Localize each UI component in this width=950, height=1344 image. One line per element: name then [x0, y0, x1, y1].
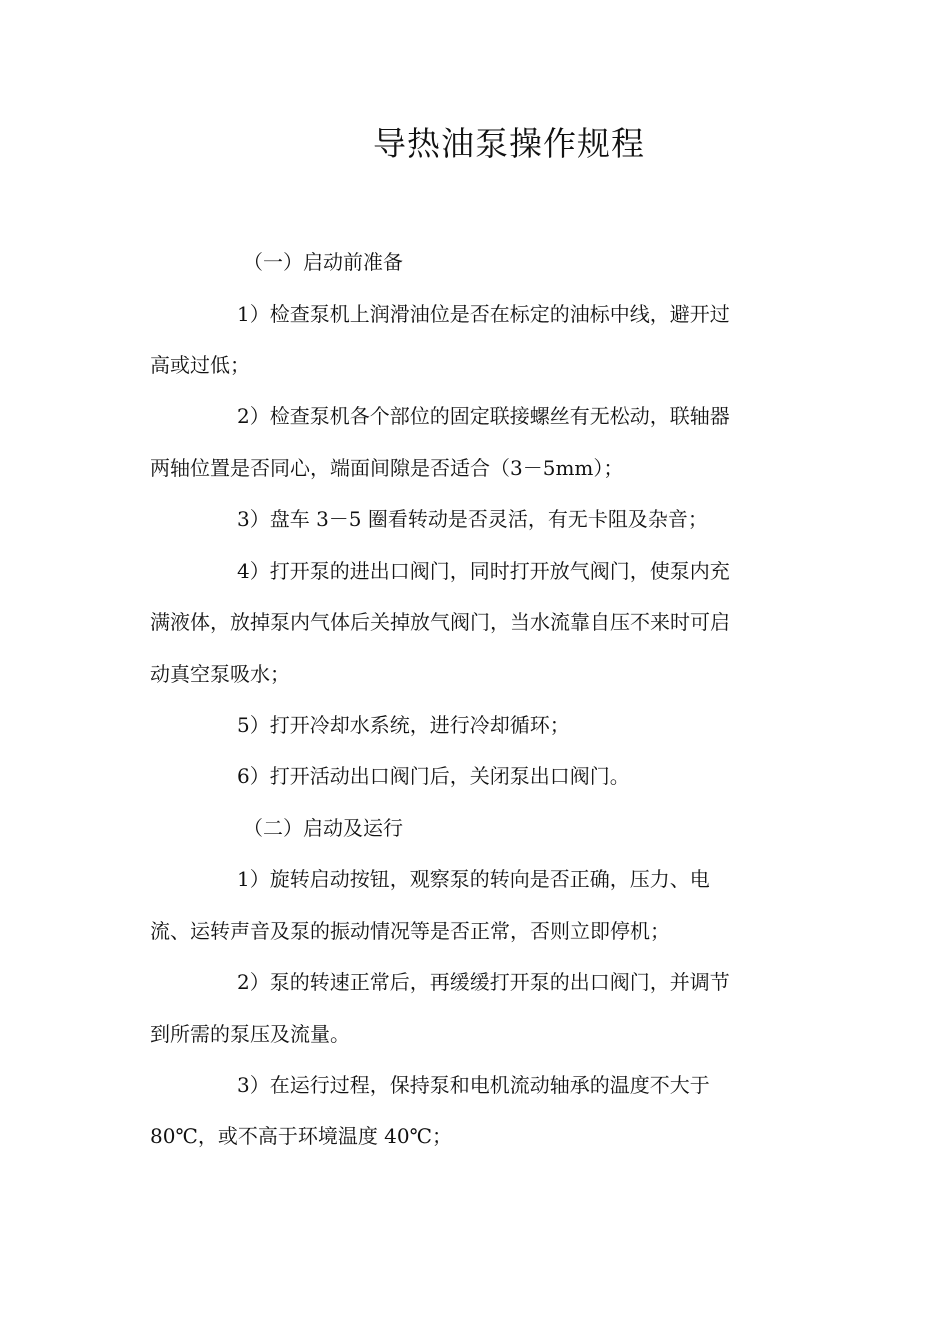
paragraph-line: 满液体，放掉泵内气体后关掉放气阀门，当水流靠自压不来时可启 [150, 610, 730, 634]
paragraph-line: 1）检查泵机上润滑油位是否在标定的油标中线，避开过 [237, 302, 730, 326]
paragraph-line: 高或过低； [150, 353, 250, 377]
paragraph-line: 动真空泵吸水； [150, 662, 290, 686]
section-heading-preparation: （一）启动前准备 [243, 250, 403, 274]
paragraph-line: 1）旋转启动按钮，观察泵的转向是否正确，压力、电 [237, 867, 710, 891]
section-heading-startup: （二）启动及运行 [243, 816, 403, 840]
paragraph-line: 到所需的泵压及流量。 [150, 1022, 350, 1046]
paragraph-line: 3）盘车 3－5 圈看转动是否灵活，有无卡阻及杂音； [237, 507, 708, 531]
paragraph-line: 4）打开泵的进出口阀门，同时打开放气阀门，使泵内充 [237, 559, 730, 583]
paragraph-line: 2）检查泵机各个部位的固定联接螺丝有无松动，联轴器 [237, 404, 730, 428]
paragraph-line: 流、运转声音及泵的振动情况等是否正常，否则立即停机； [150, 919, 670, 943]
paragraph-line: 2）泵的转速正常后，再缓缓打开泵的出口阀门，并调节 [237, 970, 730, 994]
paragraph-line: 6）打开活动出口阀门后，关闭泵出口阀门。 [237, 764, 630, 788]
document-title: 导热油泵操作规程 [373, 124, 645, 163]
paragraph-line: 80℃，或不高于环境温度 40℃； [150, 1124, 453, 1148]
paragraph-line: 两轴位置是否同心，端面间隙是否适合（3－5mm）； [150, 456, 624, 480]
paragraph-line: 5）打开冷却水系统，进行冷却循环； [237, 713, 570, 737]
paragraph-line: 3）在运行过程，保持泵和电机流动轴承的温度不大于 [237, 1073, 710, 1097]
